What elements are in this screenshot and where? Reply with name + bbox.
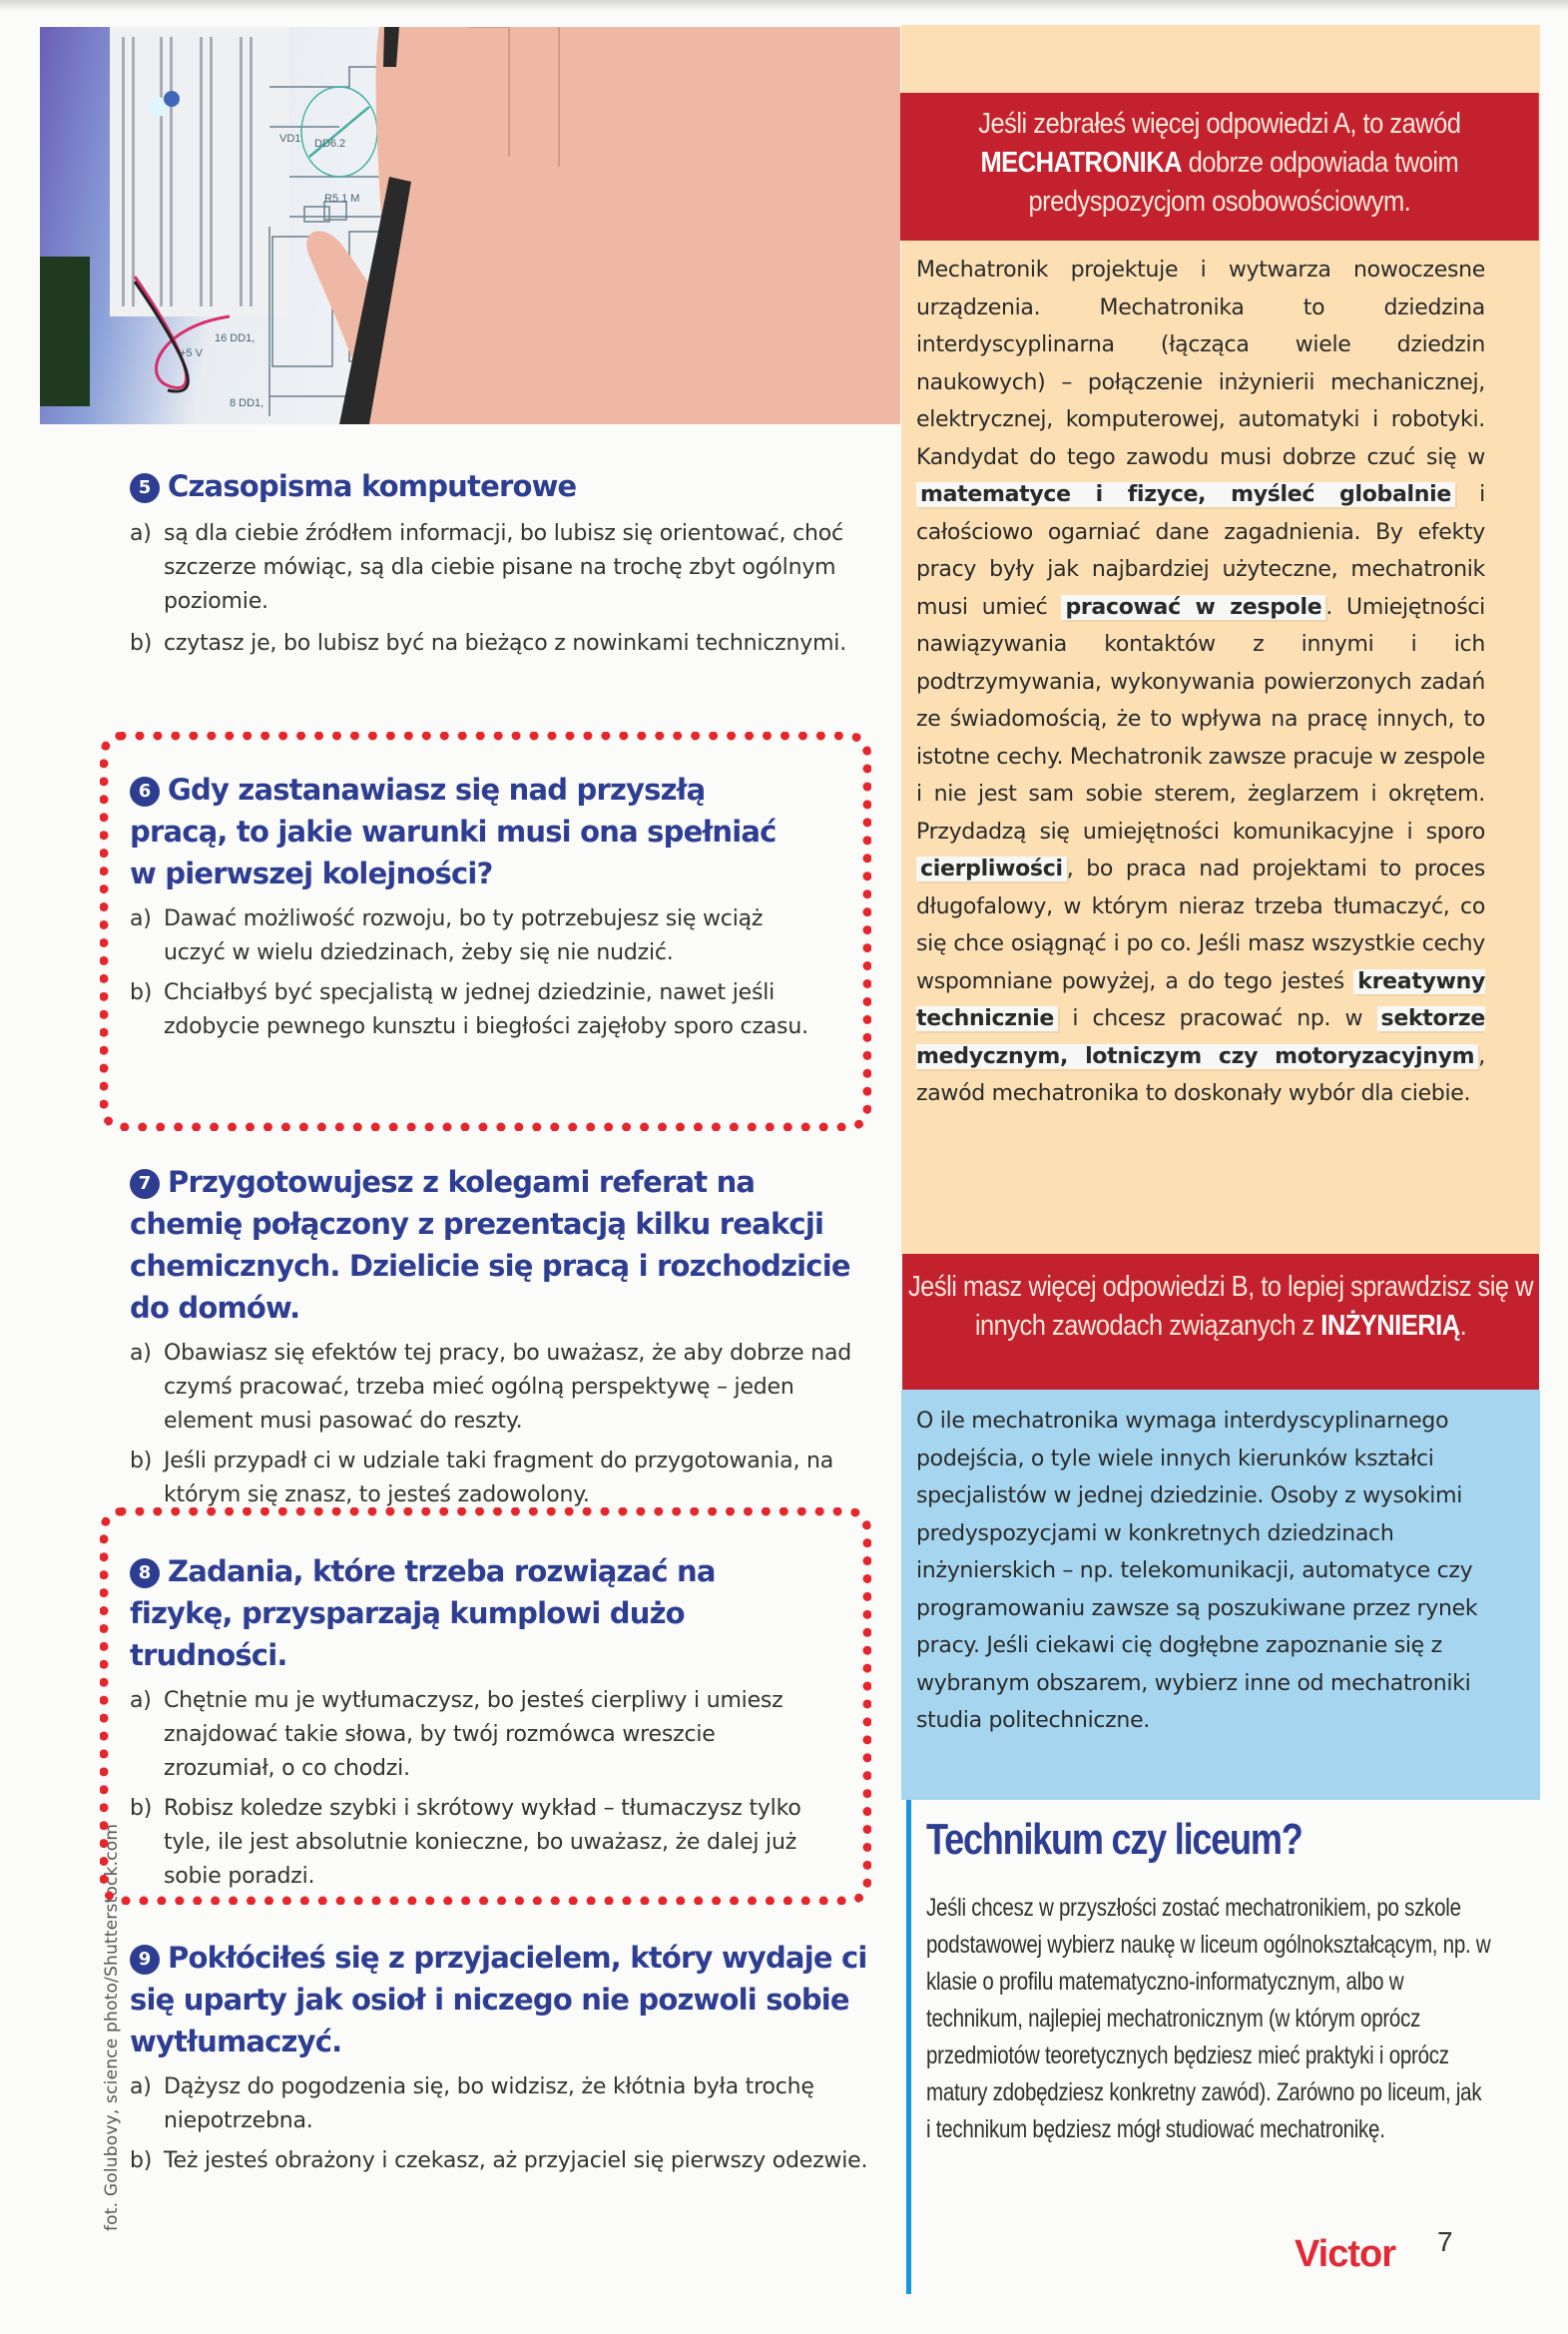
schematic-label: +5 V [180, 347, 203, 359]
question-7 [130, 1161, 863, 1512]
number-badge: 8 [130, 1558, 160, 1588]
result-a-header: Jeśli zebrałeś więcej odpowiedzi A, to zawód MECHATRONIKA dobrze odpowiada twoim predyspozycjom osobowościowym. [900, 93, 1539, 241]
answer-b: b) Robisz koledze szybki i skrótowy wykład – tłumaczysz tylko tyle, ile jest absolutnie konieczne, bo uważasz, że dalej już sobie poradzi. [130, 1796, 801, 1889]
highlighted-phrase: sektorze medycznym, lotniczym czy motoryzacyjnym [916, 1006, 1485, 1069]
body-text: i chcesz pracować np. w [1058, 1006, 1377, 1031]
number-badge: 9 [130, 1945, 160, 1975]
result-b-header: Jeśli masz więcej odpowiedzi B, to lepiej sprawdzisz się w innych zawodach związanych z INŻYNIERIĄ. [902, 1254, 1539, 1390]
result-b-body: O ile mechatronika wymaga interdyscyplinarnego podejścia, o tyle wiele innych kierunków kształci specjalistów w jednej dziedzinie. Osoby z wysokimi predyspozycjami w konkretnych dziedzinach inżynierskich – np. telekomunikacji, automatyce czy programowaniu zawsze są poszukiwane przez rynek pracy. Jeśli ciekawi cię dogłębne zapoznanie się z wybranym obszarem, wybierz inne od mechatroniki studia politechniczne. [916, 1409, 1478, 1733]
highlighted-phrase: kreatywny technicznie [916, 968, 1485, 1031]
answer-b: b) czytasz je, bo lubisz być na bieżąco z nowinkami technicznymi. [130, 631, 847, 656]
highlighted-phrase: matematyce i fizyce, myśleć globalnie [916, 482, 1455, 507]
led [164, 91, 180, 107]
photo-credit: fot. Golubovy, science photo/Shutterstock.com [102, 1823, 122, 2231]
schematic-label: DD6.2 [314, 138, 346, 150]
schematic-label: VD1 [279, 133, 301, 145]
answer-a: a) Chętnie mu je wytłumaczysz, bo jesteś cierpliwy i umiesz znajdować takie słowa, by twój rozmówca wreszcie zrozumiał, o co chodzi. [130, 1688, 784, 1781]
question-title: 8 Zadania, które trzeba rozwiązać na fizykę, przysparzają kumplowi dużo trudności. [130, 1554, 716, 1672]
highlighted-phrase: pracować w zespole [1061, 595, 1325, 620]
section-body: Jeśli chcesz w przyszłości zostać mechatronikiem, po szkole podstawowej wybierz naukę w liceum ogólnokształcącym, np. w klasie o profilu matematyczno-informatycznym, albo w technikum, najlepiej mechatronicznym (w którym oprócz przedmiotów teoretycznych będziesz mieć praktyki i oprócz matury zdobędziesz konkretny zawód). Zarówno po liceum, jak i technikum będziesz mógł studiować mechatronikę. [926, 1894, 1491, 2143]
magazine-logo: Victor [1295, 2233, 1396, 2275]
body-text: Mechatronik projektuje i wytwarza nowoczesne urządzenia. Mechatronika to dziedzina interdyscyplinarna (łącząca wiele dziedzin naukowych) – połączenie inżynierii mechanicznej, elektrycznej, komputerowej, automatyki i robotyki. Kandydat do tego zawodu musi dobrze czuć się w [916, 258, 1485, 470]
schematic-label: 8 DD1, [230, 397, 264, 409]
battery-holder [40, 257, 90, 406]
schematic-label: 16 DD1, [215, 332, 256, 344]
question-title: 5 Czasopisma komputerowe [130, 465, 848, 507]
number-badge: 5 [130, 473, 160, 503]
body-text: , zawód mechatronika to doskonały wybór dla ciebie. [916, 1043, 1485, 1106]
body-text: , bo praca nad projektami to proces długofalowy, w którym nieraz trzeba tłumaczyć, co się chce osiągnąć i po co. Jeśli masz wszystkie cechy wspomniane powyżej, a do tego jesteś [916, 857, 1485, 994]
answer-a: a) Dążysz do pogodzenia się, bo widzisz, że kłótnia była trochę niepotrzebna. [130, 2074, 814, 2133]
answer-a: a) są dla ciebie źródłem informacji, bo lubisz się orientować, choć szczerze mówiąc, są dla ciebie pisane na trochę zbyt ogólnym poziomie. [130, 521, 843, 614]
answer-b: b) Chciałbyś być specjalistą w jednej dziedzinie, nawet jeśli zdobycie pewnego kunsztu i biegłości zajęłoby sporo czasu. [130, 980, 808, 1039]
body-text: . Umiejętności nawiązywania kontaktów z innymi i ich podtrzymywania, wykonywania powierzonych zadań ze świadomością, że to wpływa na pracę innych, to istotne cechy. Mechatronik zawsze pracuje w zespole i nie jest sam sobie sterem, żeglarzem i okrętem. Przydadzą się umiejętności komunikacyjne i sporo [916, 594, 1485, 845]
question-title: 9 Pokłóciłeś się z przyjacielem, który wydaje ci się uparty jak osioł i niczego nie pozwoli sobie wytłumaczyć. [130, 1941, 867, 2058]
highlighted-phrase: cierpliwości [916, 857, 1067, 881]
answer-a: a) Dawać możliwość rozwoju, bo ty potrzebujesz się wciąż uczyć w wielu dziedzinach, żeby się nie nudzić. [130, 906, 764, 965]
photo-circuit-hand [40, 27, 900, 424]
answer-a: a) Obawiasz się efektów tej pracy, bo uważasz, że aby dobrze nad czymś pracować, trzeba mieć ogólną perspektywę – jeden element musi pasować do reszty. [130, 1341, 852, 1434]
schematic-label: R5 1 M [324, 193, 360, 205]
question-title: 6 Gdy zastanawiasz się nad przyszłą pracą, to jakie warunki musi ona spełniać w pierwszej kolejności? [130, 773, 777, 890]
answer-b: b) Też jesteś obrażony i czekasz, aż przyjaciel się pierwszy odezwie. [130, 2148, 868, 2173]
page-number: 7 [1437, 2226, 1453, 2257]
body-text: i całościowo ogarniać dane zagadnienia. By efekty pracy były jak najbardziej użyteczne, mechatronik musi umieć [916, 482, 1485, 620]
question-8 [130, 1550, 818, 1894]
answer-b: b) Jeśli przypadł ci w udziale taki fragment do przygotowania, na którym się znasz, to jesteś zadowolony. [130, 1449, 834, 1507]
circuit-photo-illustration [40, 27, 900, 424]
scan-edge-shade [0, 0, 1568, 12]
question-5 [130, 465, 848, 661]
question-9 [130, 1937, 868, 2178]
result-a-body [916, 252, 1485, 1113]
section-title: Technikum czy liceum? [926, 1815, 1303, 1864]
profession-name: MECHATRONIKA [980, 147, 1183, 179]
number-badge: 7 [130, 1169, 160, 1199]
question-title: 7 Przygotowujesz z kolegami referat na chemię połączony z prezentacją kilku reakcji chemicznych. Dzielicie się pracą i rozchodzicie do domów. [130, 1165, 850, 1325]
field-name: INŻYNIERIĄ [1320, 1310, 1460, 1342]
number-badge: 6 [130, 777, 160, 807]
section-accent-bar [906, 1800, 911, 2294]
question-6 [130, 769, 808, 1044]
